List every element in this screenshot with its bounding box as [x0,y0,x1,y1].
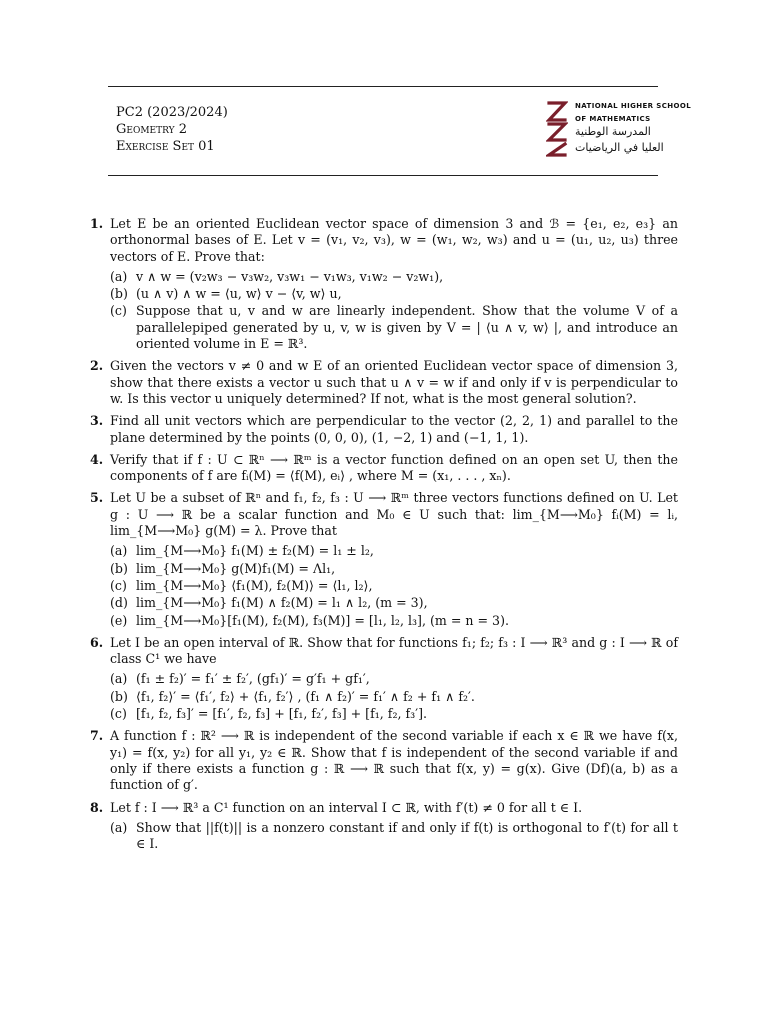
problem-8 [90,800,678,853]
problem-number: 1. [90,216,104,231]
subquestion [110,820,678,853]
subquestion-label: (d) [110,595,128,611]
problem-statement: Given the vectors v ≠ 0 and w E of an oriented Euclidean vector space of dimension 3, show that there exists a vector u such that u ∧ v = w if and only if v is perpendicular to w. Is this vector u uniquely determined? If not, what is the most general solution?. [110,358,678,406]
problem-number: 5. [90,490,104,506]
exercise-set-line: Exercise Set 01 [116,139,215,154]
subquestion-list [110,543,678,628]
subquestion-text: lim_{M⟶M₀}[f₁(M), f₂(M), f₃(M)] = [l₁, l₂, l₃], (m = n = 3). [136,612,509,628]
subquestion-label: (a) [110,268,128,284]
subquestion-text: Show that ||f(t)|| is a nonzero constant if and only if f(t) is orthogonal to f′(t) for all t ∈ I. [136,819,678,852]
subquestion-text: lim_{M⟶M₀} f₁(M) ± f₂(M) = l₁ ± l₂, [136,543,374,559]
problem-5 [90,490,678,628]
problem-statement: Find all unit vectors which are perpendicular to the vector (2, 2, 1) and parallel to the plane determined by the points (0, 0, 0), (1, −2, 1) and (−1, 1, 1). [110,413,678,445]
school-name-arabic-line1: المدرسة الوطنية [575,125,651,138]
problem-1 [90,216,678,352]
problem-number: 8. [90,799,104,815]
problem-7 [90,728,678,793]
subquestion-label: (c) [110,706,127,722]
subquestion-label: (a) [110,819,128,835]
school-name-english-line1: NATIONAL HIGHER SCHOOL [575,102,692,110]
subquestion [110,689,678,705]
subquestion [110,578,678,594]
subject-line: Geometry 2 [116,122,187,137]
header-top-rule [108,86,658,87]
subquestion-text: v ∧ w = (v₂w₃ − v₃w₂, v₃w₁ − v₁w₃, v₁w₂ − v₂w₁), [136,268,444,284]
subquestion [110,561,678,577]
school-logo [546,100,692,158]
subquestion [110,269,678,285]
problem-6 [90,635,678,722]
subquestion-text: lim_{M⟶M₀} f₁(M) ∧ f₂(M) = l₁ ∧ l₂, (m = 3), [136,595,428,611]
subquestion-text: [f₁, f₂, f₃]′ = [f₁′, f₂, f₃] + [f₁, f₂′, f₃] + [f₁, f₂, f₃′]. [136,706,427,722]
subquestion-list [110,671,678,722]
subquestion-text: (u ∧ v) ∧ w = ⟨u, w⟩ v − ⟨v, w⟩ u, [136,286,342,302]
school-name-arabic [575,124,664,156]
subquestion-text: Suppose that u, v and w are linearly independent. Show that the volume V of a parallelepiped generated by u, v, w is given by V = | ⟨u ∧ v, w⟩ |, and introduce an oriented volume in E = ℝ³. [136,303,678,352]
subquestion [110,303,678,352]
subquestion-label: (b) [110,286,128,302]
subquestion-list [110,269,678,352]
header-bottom-rule [108,175,658,176]
subquestion-label: (e) [110,612,128,628]
subquestion [110,595,678,611]
problem-number: 7. [90,728,104,744]
subquestion [110,671,678,687]
subquestion-text: ⟨f₁, f₂⟩′ = ⟨f₁′, f₂⟩ + ⟨f₁, f₂′⟩ , (f₁ ∧ f₂)′ = f₁′ ∧ f₂ + f₁ ∧ f₂′. [136,688,475,704]
subquestion [110,286,678,302]
problem-2 [90,358,678,407]
subquestion-label: (b) [110,688,128,704]
problem-number: 4. [90,451,104,467]
problem-statement: Let U be a subset of ℝⁿ and f₁, f₂, f₃ : U ⟶ ℝᵐ three vectors functions defined on U. Let g : U ⟶ ℝ be a scalar function and M₀ ∈ U such that: lim_{M⟶M₀} fᵢ(M) = lᵢ, lim_{M⟶M₀} g(M) = λ. Prove that [110,490,678,539]
subquestion-label: (b) [110,560,128,576]
document-header [116,104,228,155]
subquestion-text: lim_{M⟶M₀} ⟨f₁(M), f₂(M)⟩ = ⟨l₁, l₂⟩, [136,577,373,593]
problem-statement: Verify that if f : U ⊂ ℝⁿ ⟶ ℝᵐ is a vector function defined on an open set U, then the components of f are fᵢ(M) = ⟨f(M), eᵢ⟩ , where M = (x₁, . . . , xₙ). [110,451,678,484]
problem-statement: Let E be an oriented Euclidean vector space of dimension 3 and ℬ = {e₁, e₂, e₃} an orthonormal bases of E. Let v = (v₁, v₂, v₃), w = (w₁, w₂, w₃) and u = (u₁, u₂, u₃) three vectors of E. Prove that: [110,216,678,264]
problem-4 [90,452,678,485]
subquestion [110,706,678,722]
subquestion [110,543,678,559]
subquestion-list [110,820,678,853]
school-name-english-line2: OF MATHEMATICS [575,115,651,123]
subquestion-text: (f₁ ± f₂)′ = f₁′ ± f₂′, (gf₁)′ = g′f₁ + gf₁′, [136,671,370,687]
subquestion-label: (c) [110,577,127,593]
subquestion-label: (c) [110,303,127,319]
school-logo-mark-icon [546,100,568,158]
school-name-arabic-line2: العليا في الرياضيات [575,141,664,154]
problem-3 [90,413,678,446]
problem-number: 3. [90,413,104,429]
subquestion-label: (a) [110,671,128,687]
problem-statement: Let f : I ⟶ ℝ³ a C¹ function on an interval I ⊂ ℝ, with f′(t) ≠ 0 for all t ∈ I. [110,799,583,815]
school-name-english [575,100,691,126]
problem-statement: Let I be an open interval of ℝ. Show that for functions f₁; f₂; f₃ : I ⟶ ℝ³ and g : I ⟶ ℝ of class C¹ we have [110,634,678,667]
subquestion-label: (a) [110,543,128,559]
subquestion-text: lim_{M⟶M₀} g(M)f₁(M) = Λl₁, [136,560,336,576]
problem-number: 6. [90,634,104,650]
problem-statement: A function f : ℝ² ⟶ ℝ is independent of the second variable if each x ∈ ℝ we have f(x, y₁) = f(x, y₂) for all y₁, y₂ ∈ ℝ. Show that f is independent of the second variable if and only if there exists a function g : ℝ ⟶ ℝ such that f(x, y) = g(x). Give (Df)(a, b) as a function of g′. [110,728,678,793]
problem-number: 2. [90,358,104,374]
course-line: PC2 (2023/2024) [116,105,228,120]
subquestion [110,613,678,629]
problem-list [90,216,678,858]
